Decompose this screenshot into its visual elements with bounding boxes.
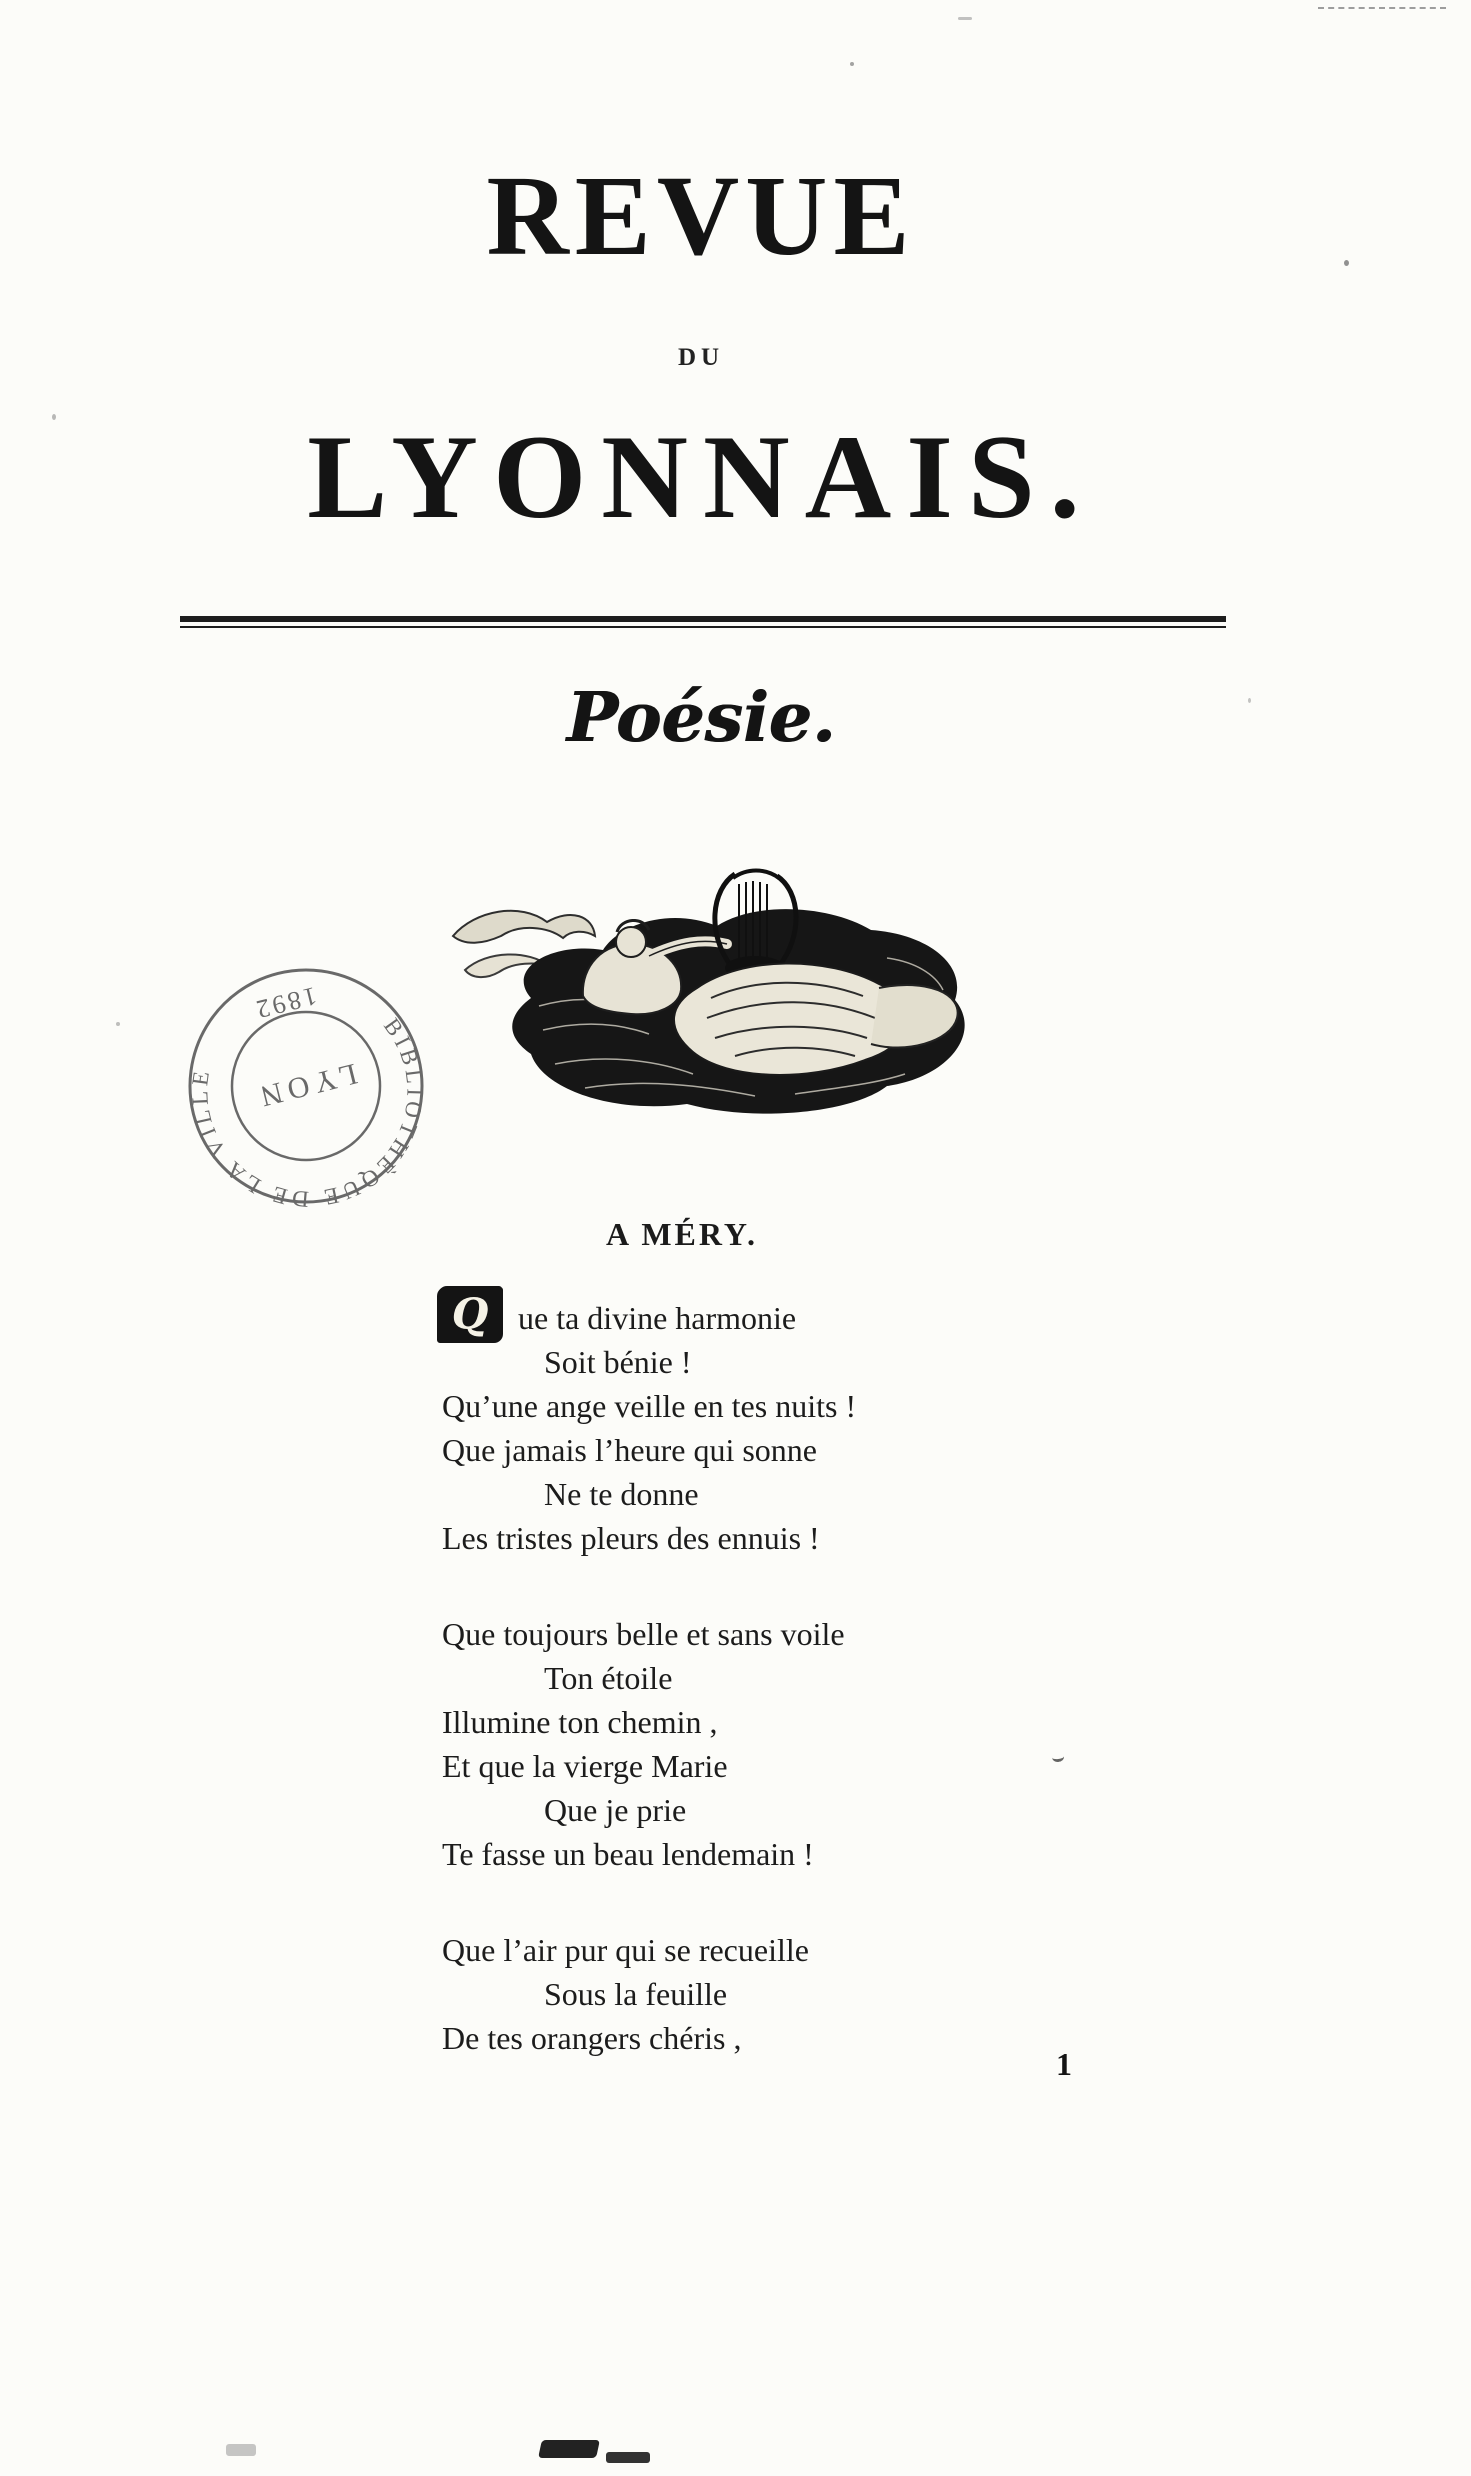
scan-artifact (958, 17, 972, 20)
poem-line: Ne te donne (544, 1476, 699, 1512)
section-heading: Poésie. (566, 678, 836, 758)
page-number: 1 (1056, 2046, 1072, 2082)
poem-line: Illumine ton chemin , (442, 1704, 718, 1740)
stamp-ring-text: BIBLIOTHÈQUE DE LA VILLE (187, 1013, 428, 1212)
poem (442, 1289, 857, 2112)
poem-line: Les tristes pleurs des ennuis ! (442, 1520, 820, 1556)
scan-artifact (1052, 1751, 1065, 1762)
poem-line: Et que la vierge Marie (442, 1748, 728, 1784)
scan-artifact (116, 1022, 120, 1026)
poem-line: Ton étoile (544, 1660, 673, 1696)
double-rule (180, 616, 1226, 628)
poem-line: Que l’air pur qui se recueille (442, 1932, 809, 1968)
scan-artifact (1344, 260, 1349, 266)
scan-artifact (52, 414, 56, 420)
scan-artifact (1318, 7, 1446, 9)
scan-artifact (850, 62, 854, 66)
journal-subtitle: DU (677, 344, 725, 371)
poem-stanza-2 (442, 1612, 856, 1876)
scan-artifact (1248, 698, 1251, 703)
poem-line: Te fasse un beau lendemain ! (442, 1836, 814, 1872)
stamp-city: LYON (251, 1056, 361, 1115)
journal-title-2: LYONNAIS. (307, 410, 1095, 543)
library-stamp (176, 956, 436, 1216)
muse-lyre-engraving (435, 838, 995, 1138)
poem-line: Sous la feuille (544, 1976, 728, 2012)
poem-line: Que toujours belle et sans voile (442, 1616, 845, 1652)
poem-line: Que jamais l’heure qui sonne (442, 1432, 817, 1468)
scan-artifact (606, 2452, 650, 2463)
poem-stanza-1 (442, 1296, 856, 1560)
poem-line: Qu’une ange veille en tes nuits ! (442, 1388, 857, 1424)
journal-title: REVUE (486, 152, 916, 279)
svg-text:BIBLIOTHÈQUE DE LA VILLE (178, 1011, 436, 1216)
poem-line: Soit bénie ! (544, 1344, 692, 1380)
stamp-year: 1892 (250, 981, 320, 1025)
poem-stanza-3 (442, 1928, 856, 2060)
poem-drop-cap: Q (438, 1286, 502, 1342)
poem-dedication: A MÉRY. (605, 1216, 759, 1252)
scan-artifact (538, 2440, 600, 2458)
poem-line: ue ta divine harmonie (518, 1300, 797, 1336)
poem-line: Que je prie (544, 1792, 687, 1828)
poem-line: De tes orangers chéris , (442, 2020, 742, 2056)
scan-artifact (226, 2444, 256, 2456)
